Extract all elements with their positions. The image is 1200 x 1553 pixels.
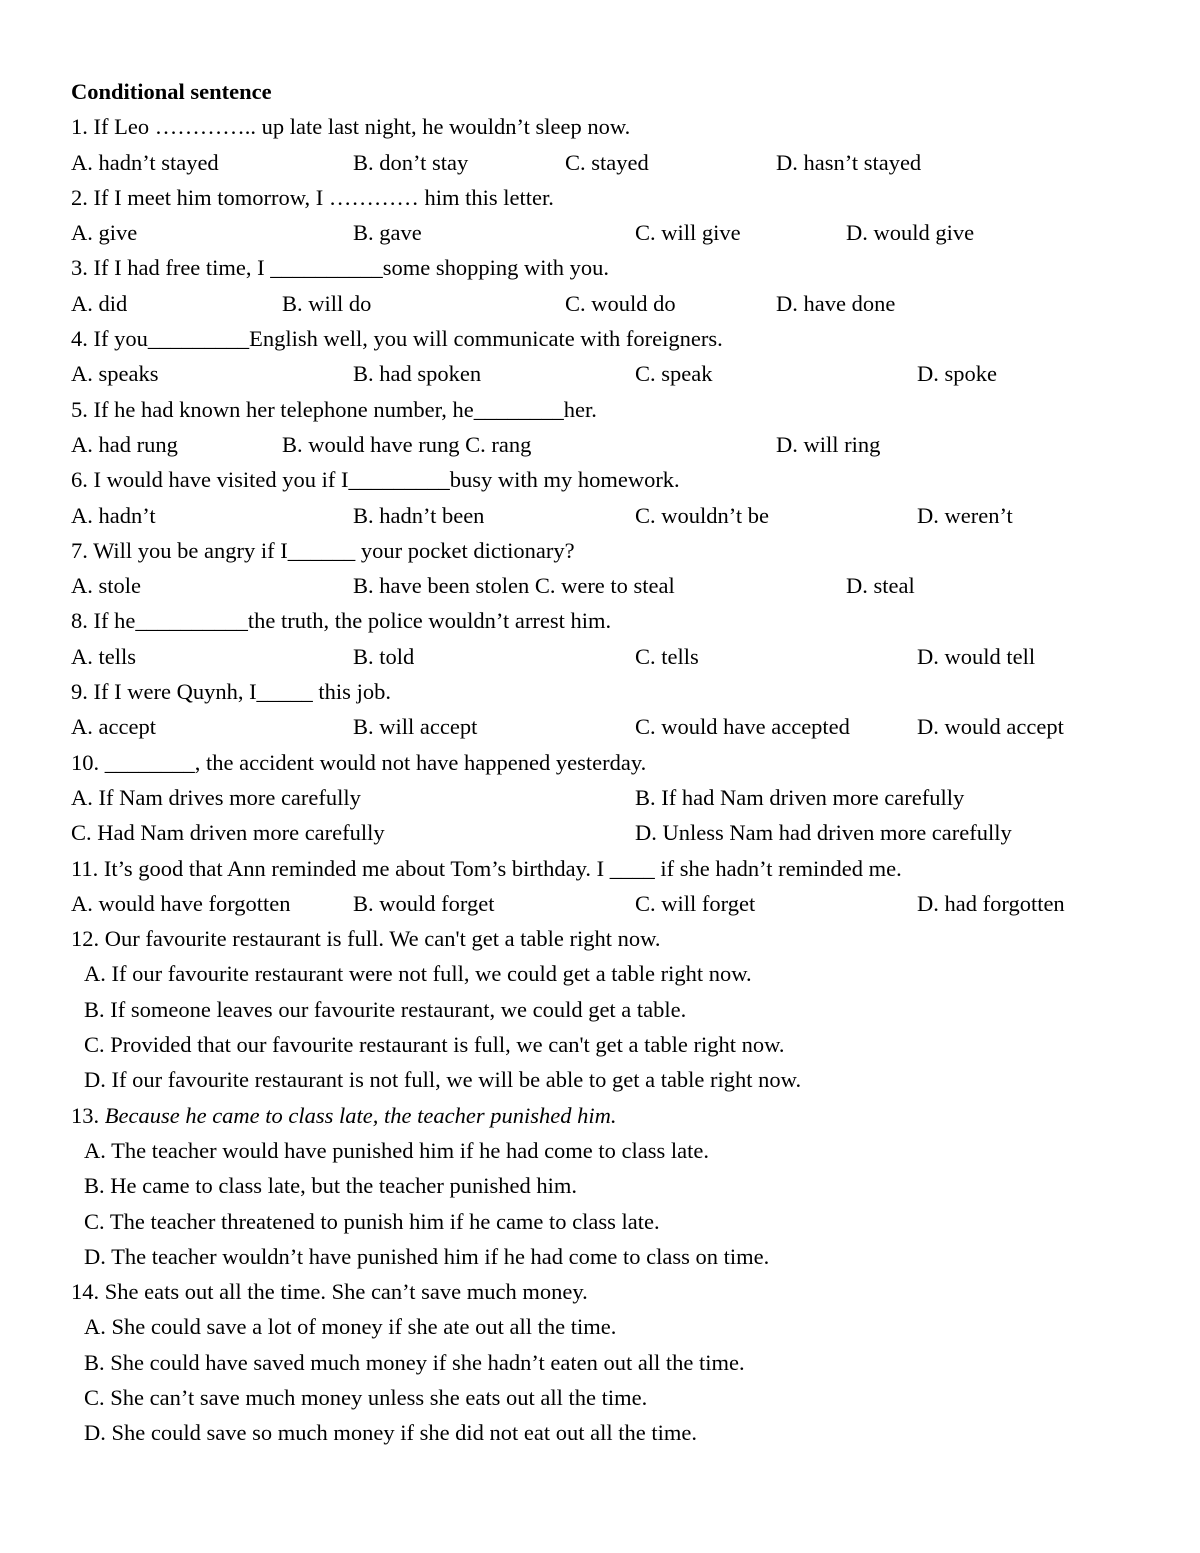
worksheet-title: Conditional sentence xyxy=(71,79,272,104)
option-7a: A. stole xyxy=(71,573,141,599)
option-11b: B. would forget xyxy=(353,890,495,916)
question-2: 2. If I meet him tomorrow, I ………… him this letter. xyxy=(71,184,554,210)
option-11a: A. would have forgotten xyxy=(71,890,291,916)
option-12c: C. Provided that our favourite restaurant is full, we can't get a table right now. xyxy=(84,1032,785,1058)
options-row-3 xyxy=(71,286,1151,321)
option-14b: B. She could have saved much money if she hadn’t eaten out all the time. xyxy=(84,1349,745,1375)
option-13d: D. The teacher wouldn’t have punished him if he had come to class on time. xyxy=(84,1243,770,1269)
option-6a: A. hadn’t xyxy=(71,502,156,528)
question-5: 5. If he had known her telephone number, he________her. xyxy=(71,396,597,422)
option-5d: D. will ring xyxy=(776,431,881,457)
option-5bc: B. would have rung C. rang xyxy=(282,431,532,457)
option-13a: A. The teacher would have punished him if he had come to class late. xyxy=(84,1137,710,1163)
option-13b: B. He came to class late, but the teacher punished him. xyxy=(84,1173,577,1199)
option-7bc: B. have been stolen C. were to steal xyxy=(353,573,675,599)
question-3: 3. If I had free time, I __________some shopping with you. xyxy=(71,255,610,281)
options-row-9 xyxy=(71,709,1151,744)
option-3c: C. would do xyxy=(565,290,676,316)
options-row-10a xyxy=(71,780,1151,815)
option-3b: B. will do xyxy=(282,290,372,316)
option-1a: A. hadn’t stayed xyxy=(71,149,219,175)
option-8b: B. told xyxy=(353,643,415,669)
question-13-stem: Because he came to class late, the teacher punished him. xyxy=(104,1102,617,1128)
option-6c: C. wouldn’t be xyxy=(635,502,769,528)
option-10d: D. Unless Nam had driven more carefully xyxy=(635,820,1012,846)
option-8a: A. tells xyxy=(71,643,136,669)
option-4c: C. speak xyxy=(635,361,713,387)
question-13 xyxy=(71,1098,1151,1133)
options-row-6 xyxy=(71,498,1151,533)
options-row-10b xyxy=(71,815,1151,850)
option-6b: B. hadn’t been xyxy=(353,502,485,528)
option-14d: D. She could save so much money if she did not eat out all the time. xyxy=(84,1420,698,1446)
question-6: 6. I would have visited you if I_________busy with my homework. xyxy=(71,467,680,493)
option-1c: C. stayed xyxy=(565,149,649,175)
question-7: 7. Will you be angry if I______ your pocket dictionary? xyxy=(71,537,575,563)
option-7d: D. steal xyxy=(846,573,915,599)
option-2b: B. gave xyxy=(353,220,422,246)
option-2a: A. give xyxy=(71,220,138,246)
option-4b: B. had spoken xyxy=(353,361,482,387)
options-row-8 xyxy=(71,639,1151,674)
question-4: 4. If you_________English well, you will communicate with foreigners. xyxy=(71,326,723,352)
option-12b: B. If someone leaves our favourite restaurant, we could get a table. xyxy=(84,996,687,1022)
option-2d: D. would give xyxy=(846,220,975,246)
option-10c: C. Had Nam driven more carefully xyxy=(71,820,385,846)
question-14: 14. She eats out all the time. She can’t save much money. xyxy=(71,1279,588,1305)
question-9: 9. If I were Quynh, I_____ this job. xyxy=(71,679,391,705)
options-row-1 xyxy=(71,145,1151,180)
option-1b: B. don’t stay xyxy=(353,149,469,175)
options-row-11 xyxy=(71,886,1151,921)
option-3d: D. have done xyxy=(776,290,896,316)
question-12: 12. Our favourite restaurant is full. We can't get a table right now. xyxy=(71,926,661,952)
question-13-number: 13. xyxy=(71,1102,105,1128)
option-4a: A. speaks xyxy=(71,361,159,387)
option-3a: A. did xyxy=(71,290,128,316)
option-14a: A. She could save a lot of money if she ate out all the time. xyxy=(84,1314,617,1340)
option-5a: A. had rung xyxy=(71,431,178,457)
options-row-5 xyxy=(71,427,1151,462)
option-9c: C. would have accepted xyxy=(635,714,850,740)
option-1d: D. hasn’t stayed xyxy=(776,149,922,175)
option-11c: C. will forget xyxy=(635,890,756,916)
question-10: 10. ________, the accident would not have happened yesterday. xyxy=(71,749,647,775)
question-11: 11. It’s good that Ann reminded me about Tom’s birthday. I ____ if she hadn’t reminded me. xyxy=(71,855,902,881)
option-4d: D. spoke xyxy=(917,361,997,387)
option-10a: A. If Nam drives more carefully xyxy=(71,784,361,810)
option-2c: C. will give xyxy=(635,220,741,246)
question-8: 8. If he__________the truth, the police wouldn’t arrest him. xyxy=(71,608,612,634)
option-12d: D. If our favourite restaurant is not full, we will be able to get a table right now. xyxy=(84,1067,802,1093)
options-row-2 xyxy=(71,215,1151,250)
worksheet xyxy=(71,74,1151,1451)
option-9a: A. accept xyxy=(71,714,156,740)
option-10b: B. If had Nam driven more carefully xyxy=(635,784,965,810)
option-9b: B. will accept xyxy=(353,714,478,740)
option-8d: D. would tell xyxy=(917,643,1036,669)
option-11d: D. had forgotten xyxy=(917,890,1065,916)
option-14c: C. She can’t save much money unless she eats out all the time. xyxy=(84,1384,648,1410)
option-13c: C. The teacher threatened to punish him if he came to class late. xyxy=(84,1208,660,1234)
options-row-4 xyxy=(71,356,1151,391)
option-9d: D. would accept xyxy=(917,714,1064,740)
option-6d: D. weren’t xyxy=(917,502,1013,528)
option-8c: C. tells xyxy=(635,643,699,669)
option-12a: A. If our favourite restaurant were not full, we could get a table right now. xyxy=(84,961,752,987)
question-1: 1. If Leo ………….. up late last night, he wouldn’t sleep now. xyxy=(71,114,631,140)
options-row-7 xyxy=(71,568,1151,603)
